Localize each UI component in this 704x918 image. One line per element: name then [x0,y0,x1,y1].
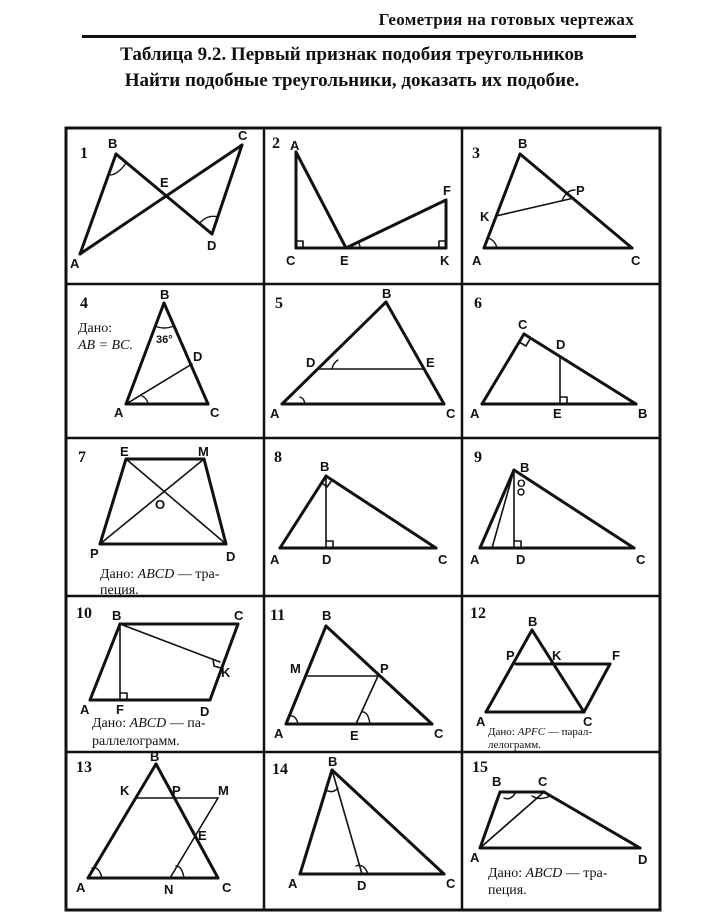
figure-6-number: 6 [474,295,482,312]
svg-text:A: A [80,702,90,717]
svg-text:A: A [76,880,86,895]
figure-8-number: 8 [274,449,282,466]
svg-text:B: B [382,286,392,301]
svg-text:P: P [506,648,515,663]
svg-text:P: P [576,183,585,198]
svg-text:B: B [328,754,338,769]
figure-8 [270,449,448,567]
figure-1-number: 1 [80,145,88,162]
svg-text:B: B [320,459,330,474]
svg-text:B: B [528,614,538,629]
svg-text:раллелограмм.: раллелограмм. [92,734,180,749]
svg-text:A: A [270,552,280,567]
running-head: Геометрия на готовых чертежах [378,10,634,29]
figure-7 [78,444,235,598]
svg-text:F: F [116,702,124,717]
task-subtitle: Найти подобные треугольники, доказать их подобие. [124,70,580,91]
svg-text:F: F [612,648,620,663]
svg-text:D: D [556,337,566,352]
figure-2 [272,135,451,268]
svg-text:P: P [90,546,99,561]
svg-text:D: D [516,552,526,567]
svg-text:C: C [446,406,456,421]
svg-text:K: K [221,665,231,680]
figure-5 [270,286,456,421]
figure-4 [77,287,220,420]
svg-text:A: A [290,138,300,153]
figure-15-number: 15 [472,759,488,776]
figure-9 [470,449,646,567]
figure-4-number: 4 [80,295,88,312]
svg-text:C: C [583,714,593,729]
svg-text:N: N [164,882,174,897]
svg-text:E: E [120,444,129,459]
figure-2-number: 2 [272,135,280,152]
svg-text:D: D [322,552,332,567]
figure-7-number: 7 [78,449,86,466]
svg-text:C: C [636,552,646,567]
figure-9-number: 9 [474,449,482,466]
svg-text:D: D [306,355,316,370]
svg-text:C: C [210,405,220,420]
svg-text:E: E [160,175,169,190]
svg-text:A: A [472,253,482,268]
figure-6 [470,295,647,421]
svg-text:C: C [538,774,548,789]
svg-text:B: B [150,749,160,764]
svg-text:B: B [160,287,170,302]
svg-text:C: C [518,317,528,332]
svg-text:36°: 36° [156,334,173,346]
svg-text:Дано:: Дано: [78,321,113,336]
figure-14-number: 14 [272,761,288,778]
figure-10 [76,605,244,749]
svg-text:D: D [200,704,210,719]
svg-text:C: C [446,876,456,891]
svg-text:Дано: ABCD — па-: Дано: ABCD — па- [92,716,206,731]
svg-text:E: E [340,253,349,268]
svg-text:K: K [552,648,562,663]
figure-13 [76,749,232,897]
svg-text:D: D [207,238,217,253]
svg-text:A: A [288,876,298,891]
svg-text:B: B [638,406,648,421]
svg-text:P: P [380,661,389,676]
table-title: Таблица 9.2. Первый признак подобия треугольников [120,44,584,65]
svg-text:A: A [70,256,80,271]
svg-text:A: A [270,406,280,421]
svg-text:B: B [112,608,122,623]
figure-14 [272,754,456,893]
svg-text:C: C [438,552,448,567]
svg-text:C: C [238,128,248,143]
svg-text:O: O [155,497,166,512]
svg-text:P: P [172,783,181,798]
svg-text:пеция.: пеция. [488,883,527,898]
svg-text:E: E [553,406,562,421]
svg-text:A: A [114,405,124,420]
svg-text:M: M [198,444,209,459]
svg-text:M: M [290,661,301,676]
svg-text:Дано: ABCD — тра-: Дано: ABCD — тра- [488,866,608,881]
svg-text:D: D [638,852,648,867]
svg-text:C: C [631,253,641,268]
figure-1 [70,128,248,271]
svg-text:AB = BC.: AB = BC. [78,338,133,353]
svg-text:C: C [234,608,244,623]
svg-text:B: B [520,460,530,475]
figure-15 [470,759,647,898]
figure-3 [472,136,641,268]
figure-11-number: 11 [270,607,286,624]
figure-12 [470,605,620,751]
svg-text:D: D [357,878,367,893]
svg-text:C: C [222,880,232,895]
svg-text:пеция.: пеция. [100,583,139,598]
svg-text:E: E [198,828,207,843]
svg-text:A: A [470,850,480,865]
svg-text:B: B [492,774,502,789]
svg-text:C: C [286,253,296,268]
svg-text:B: B [108,136,118,151]
figure-13-number: 13 [76,759,92,776]
svg-text:лелограмм.: лелограмм. [488,739,541,751]
svg-text:B: B [322,608,332,623]
svg-text:O: O [517,478,526,490]
svg-text:A: A [476,714,486,729]
svg-text:F: F [443,183,451,198]
svg-text:K: K [480,209,490,224]
svg-text:A: A [470,406,480,421]
svg-text:C: C [434,726,444,741]
figure-5-number: 5 [275,295,283,312]
svg-text:A: A [274,726,284,741]
svg-text:D: D [226,549,236,564]
figure-10-number: 10 [76,605,92,622]
table-grid [66,128,660,910]
svg-text:K: K [440,253,450,268]
figure-3-number: 3 [472,145,480,162]
svg-text:K: K [120,783,130,798]
svg-text:Дано: APFC — парал-: Дано: APFC — парал- [488,726,592,738]
svg-text:A: A [470,552,480,567]
svg-text:E: E [426,355,435,370]
svg-text:D: D [193,349,203,364]
svg-text:Дано: ABCD — тра-: Дано: ABCD — тра- [100,567,220,582]
svg-text:M: M [218,783,229,798]
figure-11 [270,607,444,743]
figure-12-number: 12 [470,605,486,622]
svg-text:E: E [350,728,359,743]
svg-text:B: B [518,136,528,151]
